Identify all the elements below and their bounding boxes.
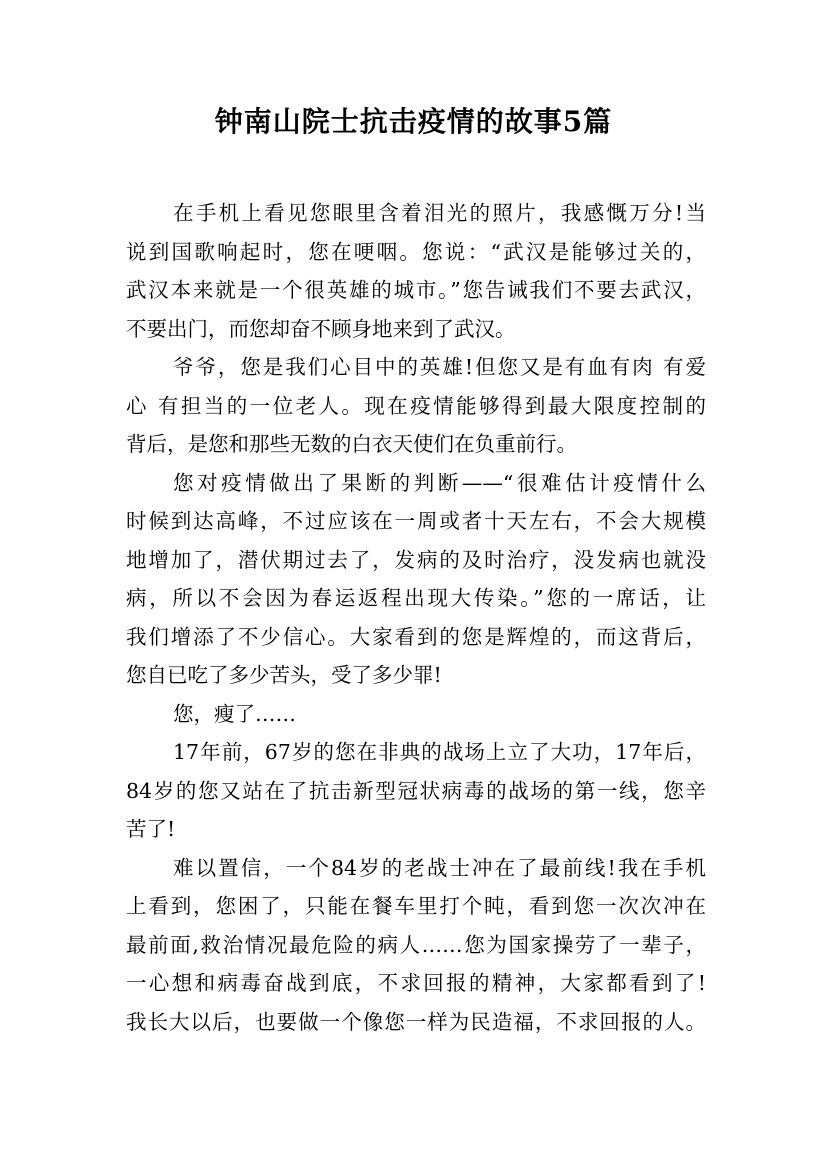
text-line: 您自已吃了多少苦头，受了多少罪! — [126, 663, 442, 687]
document-body — [126, 194, 706, 1041]
text-line: 苦了! — [126, 817, 176, 841]
text-line: 一心想和病毒奋战到底，不求回报的精神，大家都看到了! — [126, 971, 706, 995]
text-line: 您，瘦了…… — [173, 701, 296, 726]
text-line: 不要出门，而您却奋不顾身地来到了武汉。 — [126, 316, 516, 341]
paragraph — [126, 733, 706, 849]
paragraph — [126, 194, 706, 348]
text-line: 说到国歌响起时，您在哽咽。您说：“武汉是能够过关的， — [126, 239, 706, 264]
paragraph — [126, 464, 706, 695]
text-line: 难以置信，一个84岁的老战士冲在了最前线!我在手机 — [173, 855, 706, 880]
text-line: 您对疫情做出了果断的判断——“很难估计疫情什么 — [173, 470, 706, 495]
text-line: 时候到达高峰，不过应该在一周或者十天左右，不会大规模 — [126, 509, 706, 533]
text-line: 17年前，67岁的您在非典的战场上立了大功，17年后， — [173, 740, 706, 764]
text-line: 在手机上看见您眼里含着泪光的照片，我感慨万分!当 — [173, 201, 706, 225]
text-line: 我们增添了不少信心。大家看到的您是辉煌的，而这背后， — [126, 624, 706, 649]
document-title: 钟南山院士抗击疫情的故事5篇 — [214, 105, 613, 138]
text-line: 武汉本来就是一个很英雄的城市。”您告诫我们不要去武汉， — [126, 278, 706, 302]
paragraph — [126, 849, 706, 1042]
paragraph — [126, 695, 706, 734]
text-line: 爷爷，您是我们心目中的英雄!但您又是有血有肉 有爱 — [173, 355, 706, 379]
text-line: 最前面,救治情况最危险的病人……您为国家操劳了一辈子， — [126, 932, 706, 957]
text-line: 心 有担当的一位老人。现在疫情能够得到最大限度控制的 — [126, 393, 706, 418]
text-line: 病，所以不会因为春运返程出现大传染。”您的一席话，让 — [126, 586, 706, 610]
text-line: 地增加了，潜伏期过去了，发病的及时治疗，没发病也就没 — [126, 547, 706, 572]
text-line: 84岁的您又站在了抗击新型冠状病毒的战场的第一线，您辛 — [126, 778, 706, 803]
text-line: 我长大以后，也要做一个像您一样为民造福，不求回报的人。 — [126, 1009, 706, 1034]
text-line: 背后，是您和那些无数的白衣天使们在负重前行。 — [126, 432, 577, 456]
text-line: 上看到，您困了，只能在餐车里打个盹，看到您一次次冲在 — [126, 894, 706, 918]
paragraph — [126, 348, 706, 464]
